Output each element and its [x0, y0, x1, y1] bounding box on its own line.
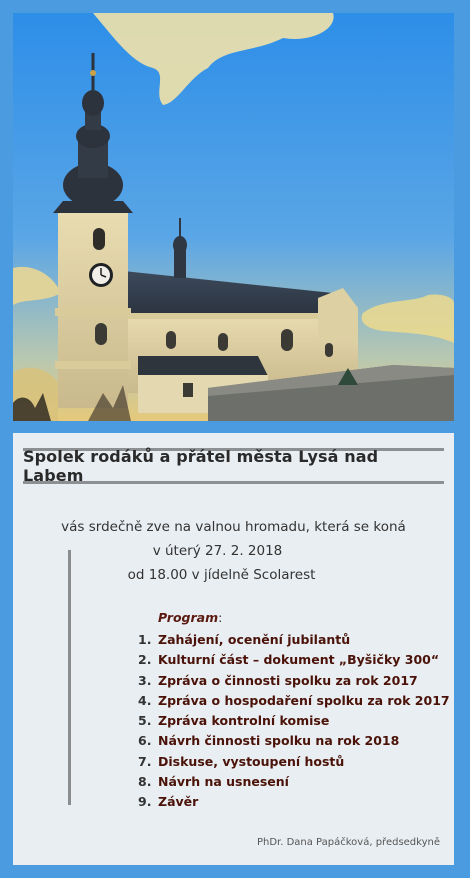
list-item — [138, 671, 450, 691]
item-number: 2. — [138, 652, 152, 668]
list-item — [138, 630, 450, 650]
invitation-date: v úterý 27. 2. 2018 — [152, 543, 283, 559]
invitation-title: Spolek rodáků a přátel města Lysá nad Labem — [23, 447, 379, 485]
item-text: Návrh činnosti spolku na rok 2018 — [158, 733, 400, 749]
item-text: Diskuse, vystoupení hostů — [158, 753, 345, 769]
list-item — [138, 711, 450, 731]
item-text: Zpráva kontrolní komise — [158, 713, 330, 729]
item-text: Závěr — [158, 794, 199, 810]
invitation-panel — [13, 433, 454, 865]
title-box — [23, 448, 444, 484]
list-item — [138, 792, 450, 812]
church-photo — [13, 13, 454, 421]
list-item — [138, 772, 450, 792]
program-heading — [158, 610, 222, 625]
item-number: 4. — [138, 692, 152, 708]
program-list — [138, 630, 450, 813]
item-text: Zahájení, ocenění jubilantů — [158, 632, 351, 647]
item-number: 3. — [138, 672, 152, 688]
program-label: Program — [158, 610, 219, 625]
invitation-venue: od 18.00 v jídelně Scolarest — [127, 567, 316, 583]
list-item — [138, 650, 450, 670]
item-number: 5. — [138, 713, 152, 729]
item-number: 7. — [138, 753, 152, 769]
item-number: 8. — [138, 774, 152, 790]
item-number: 9. — [138, 794, 152, 810]
item-number: 1. — [138, 632, 152, 647]
signature: PhDr. Dana Papáčková, předsedkyně — [256, 837, 440, 848]
item-number: 6. — [138, 733, 152, 749]
item-text: Zpráva o hospodaření spolku za rok 2017 — [158, 692, 450, 708]
item-text: Návrh na usnesení — [158, 774, 289, 790]
item-text: Kulturní část – dokument „Byšičky 300“ — [158, 652, 440, 668]
list-item — [138, 752, 450, 772]
invitation-line-1: vás srdečně zve na valnou hromadu, která se koná — [61, 519, 406, 535]
item-text: Zpráva o činnosti spolku za rok 2017 — [158, 672, 418, 688]
list-item — [138, 691, 450, 711]
list-item — [138, 731, 450, 751]
program-colon: : — [218, 610, 223, 625]
vertical-divider — [68, 550, 71, 805]
